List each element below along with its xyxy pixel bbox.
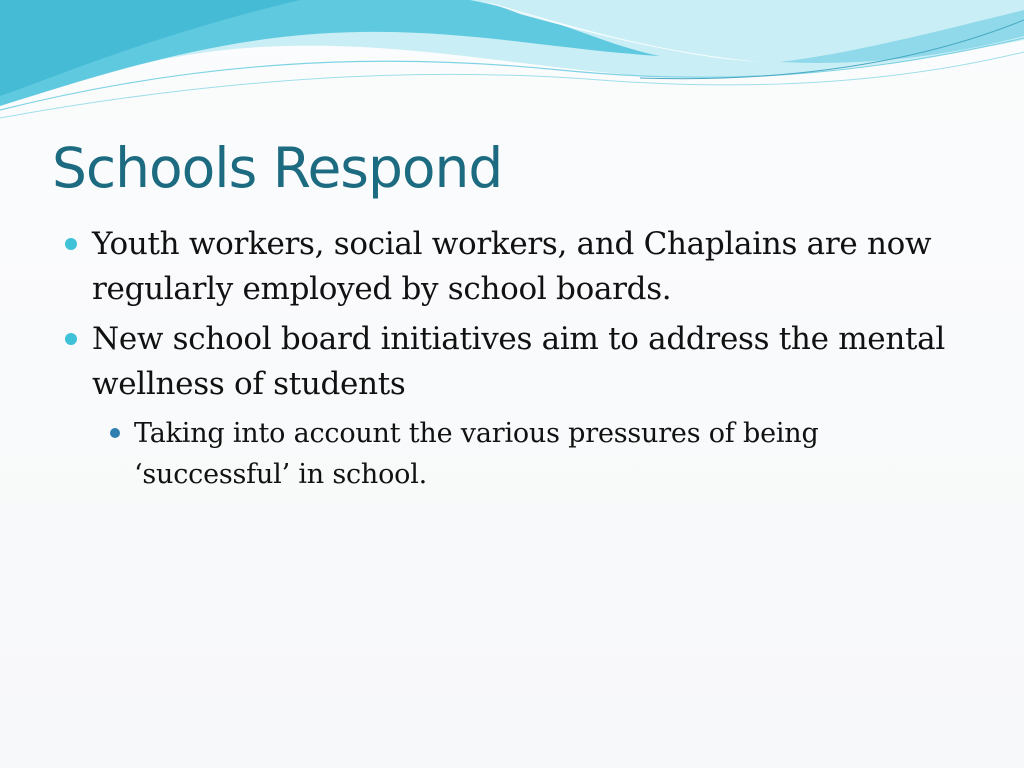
sub-bullet-dot-icon (110, 428, 120, 438)
bullet-dot-icon (65, 333, 77, 345)
wave-banner-decoration (0, 0, 1024, 130)
bullet-item (60, 317, 980, 407)
bullet-text: Youth workers, social workers, and Chaplains are now regularly employed by school boards. (92, 226, 932, 307)
bullet-text: New school board initiatives aim to address the mental wellness of students (92, 321, 945, 402)
bullet-list (60, 222, 980, 495)
bullet-item (60, 222, 980, 312)
sub-bullet-text: Taking into account the various pressures of being ‘successful’ in school. (134, 418, 819, 490)
bullet-dot-icon (65, 238, 77, 250)
sub-bullet-item (102, 413, 980, 495)
slide-title: Schools Respond (52, 136, 503, 200)
